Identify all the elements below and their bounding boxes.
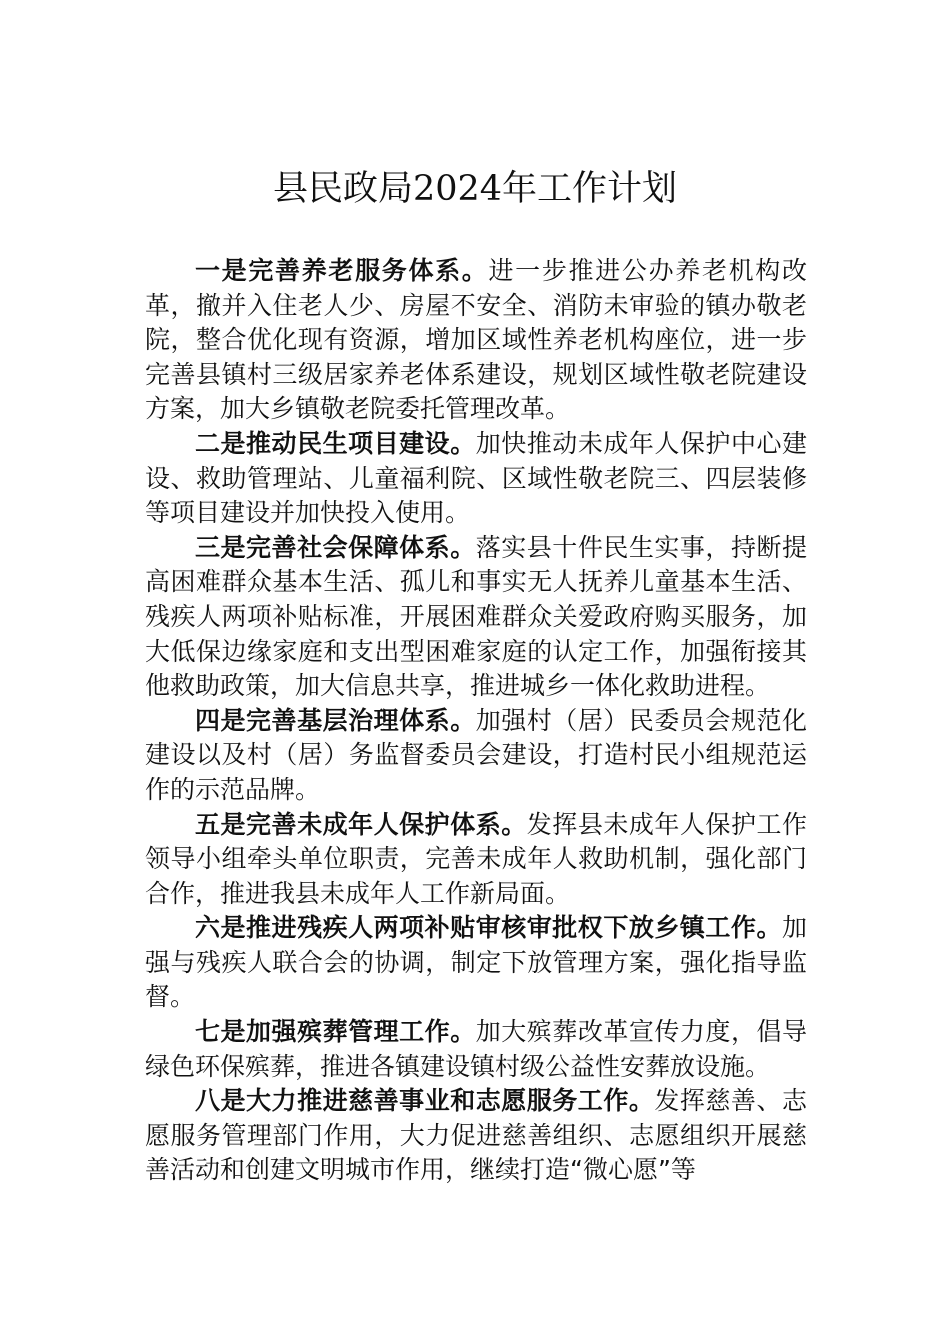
paragraph-lead: 八是大力推进慈善事业和志愿服务工作。 bbox=[195, 1086, 655, 1116]
paragraph-lead: 五是完善未成年人保护体系。 bbox=[195, 809, 527, 839]
paragraph-lead: 四是完善基层治理体系。 bbox=[195, 705, 476, 735]
paragraph-text: 发挥慈善、志愿服务管理部门作用，大力促进慈善组织、志愿组织开展慈善活动和创建文明城市作用，继续打造“微心愿”等 bbox=[145, 1086, 807, 1185]
paragraph-2 bbox=[145, 427, 807, 531]
paragraph-1 bbox=[145, 254, 807, 427]
paragraph-text: 加快推动未成年人保护中心建设、救助管理站、儿童福利院、区域性敬老院三、四层装修等项目建设并加快投入使用。 bbox=[145, 428, 807, 528]
paragraph-6 bbox=[145, 911, 807, 1015]
paragraph-text: 发挥县未成年人保护工作领导小组牵头单位职责，完善未成年人救助机制，强化部门合作，推进我县未成年人工作新局面。 bbox=[145, 809, 807, 908]
paragraph-7 bbox=[145, 1015, 807, 1084]
paragraph-lead: 二是推动民生项目建设。 bbox=[195, 428, 476, 458]
paragraph-4 bbox=[145, 704, 807, 808]
paragraph-8 bbox=[145, 1084, 807, 1188]
paragraph-lead: 三是完善社会保障体系。 bbox=[195, 532, 476, 562]
paragraph-lead: 六是推进残疾人两项补贴审核审批权下放乡镇工作。 bbox=[195, 913, 782, 943]
paragraph-text: 加大殡葬改革宣传力度，倡导绿色环保殡葬，推进各镇建设镇村级公益性安葬放设施。 bbox=[145, 1017, 807, 1081]
document-body bbox=[145, 254, 807, 1188]
paragraph-3 bbox=[145, 531, 807, 704]
paragraph-5 bbox=[145, 808, 807, 912]
paragraph-lead: 七是加强殡葬管理工作。 bbox=[195, 1017, 476, 1047]
paragraph-text: 进一步推进公办养老机构改革，撤并入住老人少、房屋不安全、消防未审验的镇办敬老院，整合优化现有资源，增加区域性养老机构座位，进一步完善县镇村三级居家养老体系建设，规划区域性敬老院建设方案，加大乡镇敬老院委托管理改革。 bbox=[145, 256, 807, 424]
paragraph-text: 加强村（居）民委员会规范化建设以及村（居）务监督委员会建设，打造村民小组规范运作的示范品牌。 bbox=[145, 705, 807, 804]
paragraph-lead: 一是完善养老服务体系。 bbox=[195, 256, 489, 285]
paragraph-text: 加强与残疾人联合会的协调，制定下放管理方案，强化指导监督。 bbox=[145, 913, 807, 1012]
paragraph-text: 落实县十件民生实事，持断提高困难群众基本生活、孤儿和事实无人抚养儿童基本生活、残疾人两项补贴标准，开展困难群众关爱政府购买服务，加大低保边缘家庭和支出型困难家庭的认定工作，加强衔接其他救助政策，加大信息共享，推进城乡一体化救助进程。 bbox=[145, 532, 807, 701]
document-title: 县民政局2024年工作计划 bbox=[272, 169, 678, 209]
